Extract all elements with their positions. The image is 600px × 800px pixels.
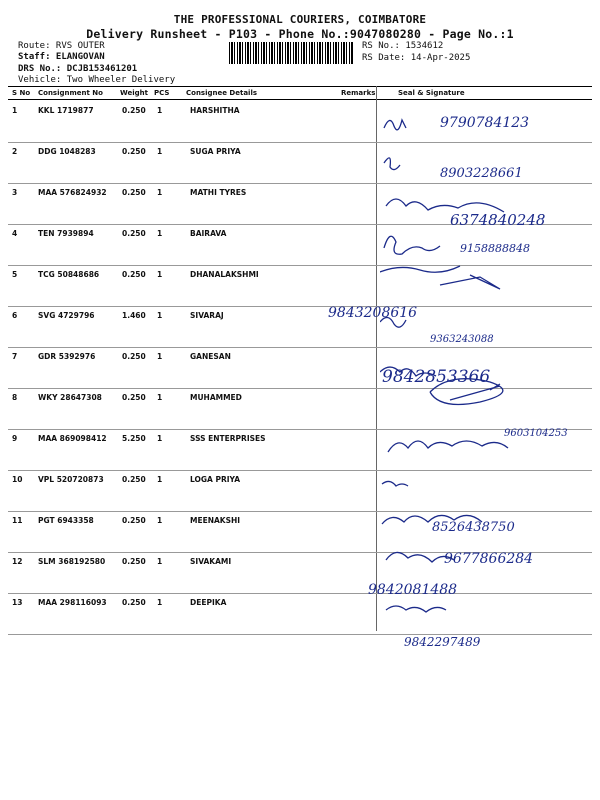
- row-sno: 3: [12, 188, 18, 197]
- row-consignment-no: TEN 7939894: [38, 229, 94, 238]
- row-weight: 0.250: [122, 188, 146, 197]
- row-sno: 6: [12, 311, 18, 320]
- row-consignment-no: MAA 869098412: [38, 434, 107, 443]
- handwritten-phone: 9677866284: [444, 551, 534, 567]
- row-consignee-name: BAIRAVA: [190, 229, 227, 238]
- row-consignment-no: TCG 50848686: [38, 270, 100, 279]
- row-weight: 0.250: [122, 557, 146, 566]
- col-seal-signature: Seal & Signature: [398, 89, 465, 97]
- row-consignee-name: DHANALAKSHMI: [190, 270, 259, 279]
- row-pcs: 1: [157, 352, 163, 361]
- row-consignee-name: SSS ENTERPRISES: [190, 434, 266, 443]
- drs-label: DRS No.: DCJB153461201: [18, 64, 138, 74]
- handwritten-phone: 9842297489: [404, 635, 481, 649]
- row-weight: 0.250: [122, 352, 146, 361]
- barcode: [229, 42, 353, 64]
- signature-9-scribble: [388, 441, 508, 452]
- row-consignee-name: SUGA PRIYA: [190, 147, 241, 156]
- row-consignee-name: SIVAKAMI: [190, 557, 232, 566]
- row-weight: 0.250: [122, 598, 146, 607]
- handwritten-phone: 9843208616: [328, 305, 418, 321]
- row-pcs: 1: [157, 475, 163, 484]
- row-pcs: 1: [157, 434, 163, 443]
- row-consignment-no: GDR 5392976: [38, 352, 96, 361]
- row-pcs: 1: [157, 516, 163, 525]
- row-consignment-no: MAA 576824932: [38, 188, 107, 197]
- handwritten-phone: 9158888848: [460, 242, 530, 255]
- col-consignment: Consignment No: [38, 89, 103, 97]
- handwritten-phone: 9363243088: [430, 334, 494, 345]
- handwritten-phone: 8526438750: [432, 520, 515, 535]
- signature-2-scribble: [384, 158, 400, 170]
- row-pcs: 1: [157, 557, 163, 566]
- signature-11-scribble: [382, 515, 482, 524]
- row-weight: 0.250: [122, 229, 146, 238]
- signature-4-scribble: [384, 236, 440, 254]
- row-consignment-no: DDG 1048283: [38, 147, 96, 156]
- row-sno: 12: [12, 557, 23, 566]
- row-sno: 7: [12, 352, 18, 361]
- row-sno: 4: [12, 229, 18, 238]
- staff-label: Staff: ELANGOVAN: [18, 52, 105, 62]
- row-weight: 5.250: [122, 434, 146, 443]
- signature-8-scribble: [430, 379, 503, 405]
- signature-6-scribble: [380, 317, 406, 327]
- signature-10-scribble: [382, 481, 408, 486]
- handwritten-phone: 6374840248: [450, 211, 546, 229]
- row-consignee-name: HARSHITHA: [190, 106, 240, 115]
- rs-date: RS Date: 14-Apr-2025: [362, 53, 471, 63]
- route-label: Route: RVS OUTER: [18, 41, 105, 51]
- row-weight: 0.250: [122, 516, 146, 525]
- handwritten-phone: 9842853366: [382, 367, 491, 387]
- row-consignment-no: WKY 28647308: [38, 393, 102, 402]
- signature-12-scribble: [386, 552, 454, 562]
- row-consignment-no: MAA 298116093: [38, 598, 107, 607]
- header-top-rule: [8, 86, 592, 87]
- row-consignee-name: DEEPIKA: [190, 598, 227, 607]
- handwritten-phone: 8903228661: [440, 166, 523, 181]
- signatures-area: [380, 100, 595, 640]
- col-weight: Weight: [120, 89, 148, 97]
- signature-3-scribble: [386, 199, 504, 212]
- row-consignment-no: VPL 520720873: [38, 475, 104, 484]
- row-consignment-no: SVG 4729796: [38, 311, 95, 320]
- handwritten-phone: 9603104253: [504, 428, 568, 439]
- row-consignee-name: MUHAMMED: [190, 393, 242, 402]
- row-pcs: 1: [157, 106, 163, 115]
- col-consignee: Consignee Details: [186, 89, 258, 97]
- row-weight: 0.250: [122, 270, 146, 279]
- row-sno: 1: [12, 106, 18, 115]
- row-sno: 11: [12, 516, 23, 525]
- row-weight: 0.250: [122, 393, 146, 402]
- row-consignee-name: MEENAKSHI: [190, 516, 241, 525]
- row-sno: 8: [12, 393, 18, 402]
- signature-1-scribble: [384, 120, 406, 130]
- col-pcs: PCS: [154, 89, 170, 97]
- row-weight: 0.250: [122, 147, 146, 156]
- row-pcs: 1: [157, 393, 163, 402]
- row-consignment-no: SLM 368192580: [38, 557, 106, 566]
- signature-13-scribble: [386, 606, 446, 612]
- row-consignment-no: KKL 1719877: [38, 106, 94, 115]
- row-sno: 13: [12, 598, 23, 607]
- handwritten-phone: 9842081488: [368, 582, 458, 598]
- runsheet-subtitle: Delivery Runsheet - P103 - Phone No.:9047080280 - Page No.:1: [86, 27, 514, 41]
- row-sno: 5: [12, 270, 18, 279]
- row-weight: 1.460: [122, 311, 146, 320]
- signature-5-scribble: [380, 266, 500, 289]
- col-sno: S No: [12, 89, 31, 97]
- company-title: THE PROFESSIONAL COURIERS, COIMBATORE: [173, 13, 427, 26]
- row-sno: 10: [12, 475, 23, 484]
- signature-7-scribble: [380, 367, 436, 376]
- row-consignee-name: MATHI TYRES: [190, 188, 247, 197]
- row-sno: 9: [12, 434, 18, 443]
- rs-number: RS No.: 1534612: [362, 41, 444, 51]
- row-pcs: 1: [157, 229, 163, 238]
- vehicle-label: Vehicle: Two Wheeler Delivery: [18, 75, 176, 85]
- row-pcs: 1: [157, 147, 163, 156]
- row-consignment-no: PGT 6943358: [38, 516, 94, 525]
- row-pcs: 1: [157, 188, 163, 197]
- row-consignee-name: GANESAN: [190, 352, 231, 361]
- row-pcs: 1: [157, 270, 163, 279]
- col-remarks: Remarks: [341, 89, 376, 97]
- row-consignee-name: SIVARAJ: [190, 311, 224, 320]
- row-consignee-name: LOGA PRIYA: [190, 475, 241, 484]
- row-sno: 2: [12, 147, 18, 156]
- handwritten-phone: 9790784123: [440, 115, 530, 131]
- row-weight: 0.250: [122, 106, 146, 115]
- row-pcs: 1: [157, 311, 163, 320]
- row-weight: 0.250: [122, 475, 146, 484]
- row-pcs: 1: [157, 598, 163, 607]
